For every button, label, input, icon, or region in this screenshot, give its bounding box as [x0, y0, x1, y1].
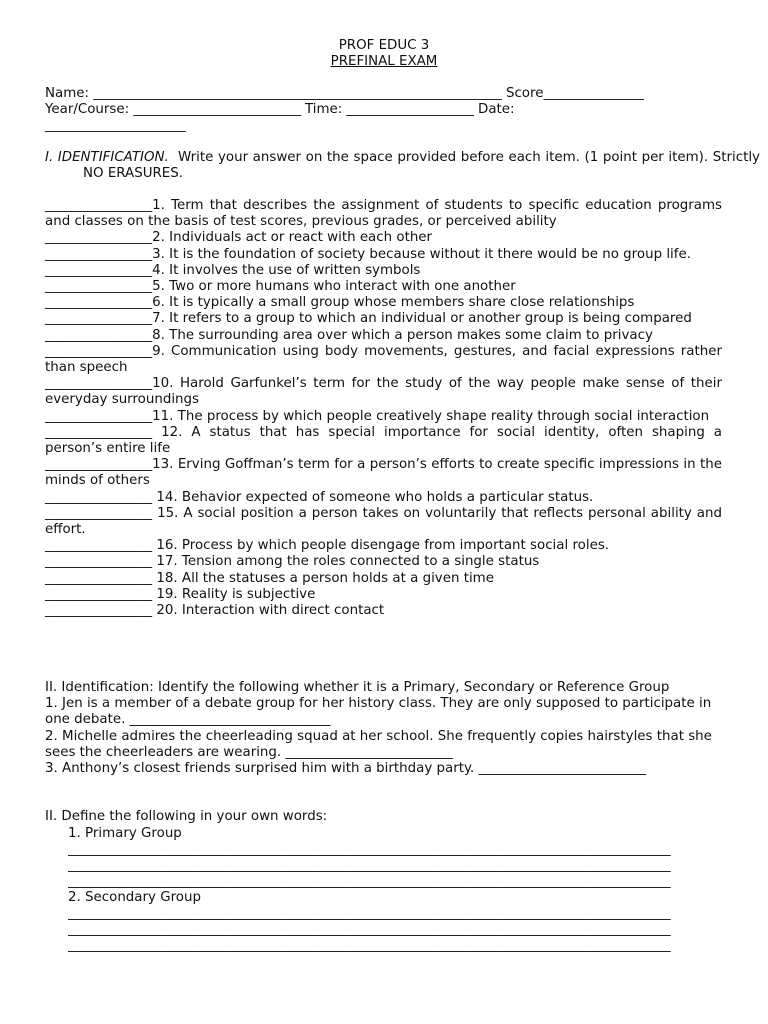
- identification-item: ________________ 17. Tension among the roles connected to a single status: [45, 554, 540, 570]
- answer-line: __________________________________________________________________________________________: [68, 906, 671, 921]
- answer-line: __________________________________________________________________________________________: [68, 858, 671, 873]
- identification-item: ________________ 14. Behavior expected of someone who holds a particular status.: [45, 489, 594, 505]
- part1-items: [45, 198, 722, 619]
- exam-title: PREFINAL EXAM: [330, 54, 438, 69]
- part1-label: I. IDENTIFICATION.: [45, 150, 169, 165]
- answer-line: __________________________________________________________________________________________: [68, 938, 671, 953]
- identification-item: ________________7. It refers to a group to which an individual or another group is being compared: [45, 311, 692, 327]
- identification-item: ________________ 16. Process by which people disengage from important social roles.: [45, 538, 610, 554]
- identification-item: ________________ 15. A social position a person takes on voluntarily that reflects personal ability and effort.: [45, 505, 722, 538]
- identification-item: ________________1. Term that describes the assignment of students to specific education programs and classes on the basis of test scores, previous grades, or perceived ability: [45, 198, 722, 230]
- part1-instructions: [45, 150, 760, 182]
- part2-section: [45, 680, 722, 777]
- identification-item: ________________13. Erving Goffman’s term for a person’s efforts to create specific impressions in the minds of others: [45, 457, 722, 489]
- identification-item: ________________3. It is the foundation of society because without it there would be no group life.: [45, 246, 691, 262]
- definition-term-secondary: 2. Secondary Group: [68, 890, 201, 905]
- identification-item: ________________2. Individuals act or react with each other: [45, 230, 433, 246]
- group-scenario-item: 2. Michelle admires the cheerleading squad at her school. She frequently copies hairstyles that she sees the cheerleaders are wearing. _________________________: [45, 728, 712, 760]
- date-blank-line: _____________________: [45, 118, 186, 134]
- group-scenario-item: 3. Anthony’s closest friends surprised him with a birthday party. _________________________: [45, 761, 646, 777]
- identification-item: ________________ 19. Reality is subjective: [45, 586, 316, 602]
- identification-item: ________________11. The process by which people creatively shape reality through social interaction: [45, 408, 710, 424]
- answer-line: __________________________________________________________________________________________: [68, 874, 671, 889]
- definition-term-primary: 1. Primary Group: [68, 826, 182, 841]
- identification-item: ________________9. Communication using body movements, gestures, and facial expressions rather than speech: [45, 343, 722, 376]
- student-info: [45, 86, 722, 135]
- year-time-date-line: Year/Course: _________________________ Time: ___________________ Date:: [45, 102, 515, 118]
- identification-item: ________________4. It involves the use of written symbols: [45, 262, 421, 278]
- identification-item: ________________6. It is typically a small group whose members share close relationships: [45, 295, 635, 311]
- answer-line: __________________________________________________________________________________________: [68, 922, 671, 937]
- part1-instruction-text: Write your answer on the space provided before each item. (1 point per item). Strictly NO ERASURES.: [83, 150, 760, 182]
- exam-course-title: PROF EDUC 3: [338, 38, 430, 53]
- identification-item: ________________8. The surrounding area over which a person makes some claim to privacy: [45, 327, 653, 343]
- name-score-line: Name: _____________________________________________________________ Score_______________: [45, 86, 644, 101]
- part3-definitions: [68, 826, 718, 954]
- answer-line: __________________________________________________________________________________________: [68, 842, 671, 857]
- identification-item: ________________10. Harold Garfunkel’s term for the study of the way people make sense of their everyday surroundings: [45, 376, 722, 408]
- group-scenario-item: 1. Jen is a member of a debate group for her history class. They are only supposed to participate in one debate. ______________________________: [45, 696, 712, 728]
- identification-item: ________________5. Two or more humans who interact with one another: [45, 279, 516, 295]
- part2-heading: II. Identification: Identify the following whether it is a Primary, Secondary or Reference Group: [45, 680, 670, 695]
- identification-item: ________________ 12. A status that has special importance for social identity, often shaping a person’s entire life: [45, 424, 722, 457]
- part3-heading: II. Define the following in your own words:: [45, 809, 328, 824]
- identification-item: ________________ 20. Interaction with direct contact: [45, 603, 385, 619]
- identification-item: ________________ 18. All the statuses a person holds at a given time: [45, 570, 494, 586]
